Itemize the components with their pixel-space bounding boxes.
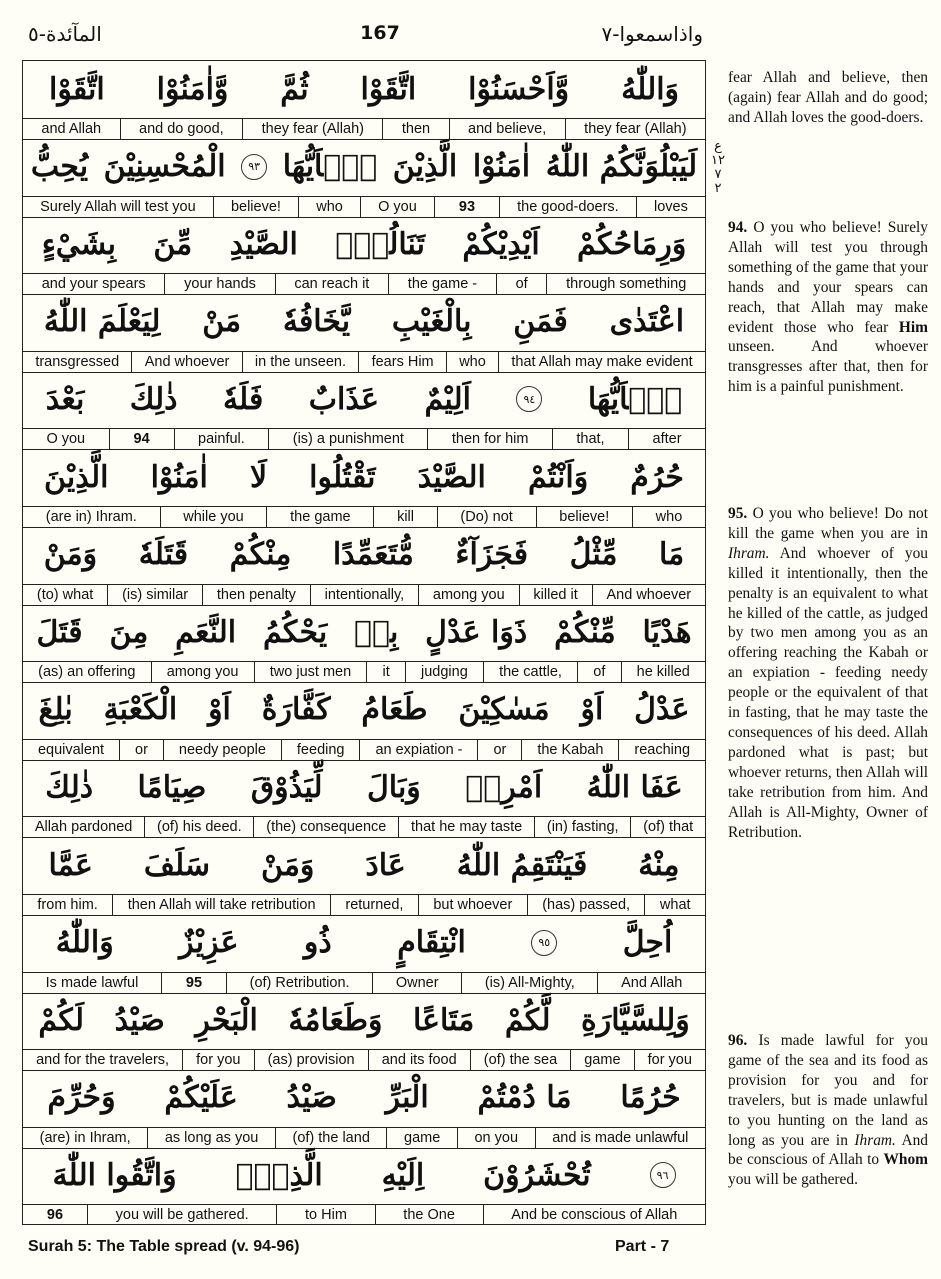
arabic-word: ذُو [303,925,332,961]
arabic-word: تَنَالُهٗۤ [335,226,425,262]
gloss-cell: O you [46,431,86,448]
verse-number-cell: 94 [109,429,174,449]
arabic-line [23,294,705,350]
gloss-cell: among you [418,585,519,605]
gloss-cell: and your spears [41,276,146,293]
gloss-cell: to Him [276,1205,374,1225]
arabic-word: اتَّقَوْا [49,71,105,107]
gloss-cell: can reach it [275,274,388,294]
arabic-word: مِنَ [109,614,149,650]
arabic-word: يَحْكُمُ [262,614,328,650]
arabic-line [23,759,705,815]
gloss-cell: they fear (Allah) [242,119,382,139]
gloss-cell: (are) in Ihram, [39,1129,131,1146]
arabic-word: الصَّيْدَ [417,459,486,495]
gloss-cell: for you [634,1050,705,1070]
gloss-cell: that Allah may make evident [498,352,705,372]
translation-text: fear Allah and believe, then (again) fear Allah and do good; and Allah loves the good-doers. [728,69,928,126]
arabic-word: الْبَحْرِ [195,1002,258,1038]
gloss-cell: the game - [388,274,496,294]
translation-text: unseen. And whoever transgresses after that, then for him is a painful punishment. [728,338,928,396]
arabic-word: اعْتَدٰى [609,304,685,340]
gloss-cell: from him. [37,897,98,913]
verse-number: 96. [728,1032,748,1049]
gloss-cell: Is made lawful [45,974,139,991]
verse-row [23,604,705,682]
arabic-word: كَفَّارَةٌ [261,692,331,728]
gloss-cell: they fear (Allah) [565,119,705,139]
arabic-word: عَادَ [365,847,406,883]
translation-text: you will be gathered. [728,1171,858,1189]
arabic-word: اَوْ [208,692,231,728]
english-gloss-line [23,661,705,683]
arabic-line [23,371,705,427]
arabic-word: بِشَيْءٍ [41,226,116,262]
arabic-word: اَمْرِهٖ [465,769,543,805]
arabic-word: لَكُمْ [38,1002,85,1038]
gloss-cell: painful. [174,429,269,449]
arabic-line [23,216,705,272]
gloss-cell: or [477,740,521,760]
header-juz-name: واذاسمعوا-٧ [601,22,703,46]
gloss-cell: (of) that [630,817,705,837]
page-number: 167 [360,22,400,44]
arabic-word: قَتَلَهٗ [138,537,189,573]
gloss-cell: feeding [281,740,360,760]
arabic-word: الَّذِيْۤ [235,1157,323,1193]
arabic-word: هَدْيًا [642,614,692,650]
gloss-cell: of [496,274,547,294]
gloss-cell: and its food [368,1050,470,1070]
gloss-cell: the One [375,1205,483,1225]
english-gloss-line [23,1204,705,1225]
translation-paragraph-93 [728,68,928,128]
arabic-line [23,604,705,660]
gloss-cell: loves [636,197,705,217]
gloss-cell: through something [546,274,705,294]
footer-surah-reference: Surah 5: The Table spread (v. 94-96) [28,1238,300,1255]
arabic-word: الْمُحْسِنِيْنَ [103,149,226,185]
arabic-word: لَيَبْلُوَنَّكُمُ اللّٰهُ [545,149,698,185]
gloss-cell: after [628,429,705,449]
arabic-word: وَمَنْ [43,537,98,573]
translation-paragraph-96 [728,1031,928,1190]
gloss-cell: (is) All-Mighty, [461,973,597,993]
arabic-word: قَتَلَ [36,614,83,650]
arabic-word: وَمَنْ [261,847,315,883]
arabic-word: ثُمَّ [280,71,309,107]
arabic-word: فَمَنِ [513,304,568,340]
gloss-cell: (as) provision [254,1050,368,1070]
gloss-cell: believe! [213,197,298,217]
arabic-word: وَحُرِّمَ [47,1080,116,1116]
gloss-cell: while you [160,507,267,527]
gloss-cell: And be conscious of Allah [483,1205,705,1225]
verse-number: 94. [728,219,748,236]
gloss-cell: (is) a punishment [268,429,427,449]
arabic-word: يٰۤاَيُّهَا [282,149,378,185]
translation-emphasis: Him [898,318,928,336]
verse-row [23,294,705,372]
gloss-cell: among you [151,662,254,682]
translation-text: O you who believe! Surely Allah will test you through something of the game that your hands and your spears can reach, that Allah may make evident those who fear [728,219,928,336]
translation-text: And be conscious of Allah to [728,1131,929,1169]
gloss-cell: Surely Allah will test you [40,198,196,215]
english-gloss-line [23,584,705,606]
arabic-word: مَا دُمْتُمْ [477,1080,572,1116]
arabic-word: وَبَالَ [367,769,421,805]
arabic-word: وَاتَّقُوا اللّٰهَ [52,1157,177,1193]
arabic-word: حُرُمًا [620,1080,681,1116]
ruku-marker: ع ١٢ ٧ ٢ [711,139,725,196]
gloss-cell: and do good, [120,119,243,139]
verse-row [23,837,705,915]
translation-text: O you who believe! Do not kill the game when you are in [728,505,928,542]
arabic-word: وَاَنْتُمْ [527,459,589,495]
gloss-cell: game [570,1050,633,1070]
gloss-cell: and Allah [41,121,102,137]
gloss-cell: then [382,119,448,139]
arabic-word: صَيْدُ [286,1080,337,1116]
verse-row [23,1147,705,1225]
arabic-word: مُّتَعَمِّدًا [332,537,414,573]
arabic-line [23,449,705,505]
verse-row [23,527,705,605]
footer-part-number: Part - 7 [615,1238,670,1255]
arabic-word: عَفَا اللّٰهُ [586,769,683,805]
english-gloss-line [23,816,705,838]
verse-number-cell: 95 [161,973,226,993]
arabic-word: فَلَهٗ [222,381,264,417]
arabic-word: اَلِيْمٌ [424,381,471,417]
arabic-word: يَّخَافُهٗ [282,304,351,340]
gloss-cell: an expiation - [359,740,477,760]
translation-paragraph-95 [728,504,928,842]
gloss-cell: two just men [254,662,367,682]
english-gloss-line [23,1049,705,1071]
english-gloss-line [23,1127,705,1149]
arabic-word: يُحِبُّ [30,149,89,185]
gloss-cell: who [446,352,498,372]
gloss-cell: fears Him [358,352,446,372]
gloss-cell: you will be gathered. [87,1205,276,1225]
gloss-cell: it [366,662,405,682]
arabic-word: الْبَرِّ [385,1080,429,1116]
gloss-cell: for you [182,1050,253,1070]
verse-row [23,915,705,993]
gloss-cell: what [644,895,705,915]
gloss-cell: in the unseen. [242,352,359,372]
arabic-line [23,837,705,893]
arabic-word: وَرِمَاحُكُمْ [577,226,687,262]
english-gloss-line [23,894,705,916]
arabic-line [23,1147,705,1203]
arabic-word: سَلَفَ [143,847,211,883]
english-gloss-line [23,506,705,528]
arabic-word: النَّعَمِ [175,614,237,650]
verse-number-cell: 93 [434,197,499,217]
verse-row [23,759,705,837]
arabic-word: يٰۤاَيُّهَا [587,381,683,417]
gloss-cell: that, [552,429,628,449]
arabic-word: اَيْدِيْكُمْ [462,226,540,262]
translation-emphasis: Whom [883,1151,928,1169]
arabic-word: مِّنَ [153,226,193,262]
arabic-word: اَوْ [580,692,604,728]
arabic-word: اِلَيْهِ [381,1157,425,1193]
verse-row [23,216,705,294]
gloss-cell: And whoever [131,352,241,372]
translation-italic: Ihram. [728,544,770,562]
ayah-end-marker: ٩٣ [241,154,267,180]
arabic-word: عَزِيْزٌ [179,925,239,961]
arabic-word: وَاللّٰهُ [55,925,114,961]
arabic-line [23,1070,705,1126]
arabic-word: بِالْغَيْبِ [391,304,472,340]
verse-number: 95. [728,505,748,522]
ayah-end-marker: ٩٦ [650,1162,676,1188]
gloss-cell: then penalty [202,585,310,605]
arabic-word: وَطَعَامُهٗ [288,1002,383,1038]
gloss-cell: that he may taste [398,817,534,837]
gloss-cell: then for him [427,429,552,449]
gloss-cell: game [386,1128,456,1148]
english-gloss-line [23,273,705,295]
arabic-word: ذٰلِكَ [129,381,178,417]
arabic-word: الصَّيْدِ [229,226,298,262]
arabic-word: مِنْهُ [638,847,680,883]
gloss-cell: the Kabah [521,740,618,760]
english-gloss-line [23,428,705,450]
arabic-line [23,992,705,1048]
arabic-word: حُرُمٌ [630,459,684,495]
arabic-word: لَا [249,459,268,495]
gloss-cell: judging [405,662,483,682]
gloss-cell: who [632,507,705,527]
english-gloss-line [23,351,705,373]
verse-row [23,992,705,1070]
english-gloss-line [23,196,705,218]
gloss-cell: but whoever [418,895,527,915]
arabic-word: لِّيَذُوْقَ [250,769,323,805]
gloss-cell: returned, [330,895,418,915]
gloss-cell: and is made unlawful [535,1128,705,1148]
arabic-word: بَعْدَ [45,381,85,417]
verse-row [23,1070,705,1148]
arabic-word: وَاللّٰهُ [621,71,680,107]
gloss-cell: (the) consequence [253,817,398,837]
gloss-cell: And Allah [597,973,705,993]
gloss-cell: and believe, [449,119,565,139]
gloss-cell: reaching [618,740,705,760]
arabic-word: لَّكُمْ [504,1002,551,1038]
header-surah-name: المآئدة-٥ [28,22,102,46]
arabic-word: عَدْلُ [634,692,690,728]
arabic-word: ذَوَا عَدْلٍ [425,614,528,650]
arabic-word: مَا [659,537,685,573]
verse-row [23,449,705,527]
arabic-word: ذٰلِكَ [45,769,94,805]
arabic-word: بٰلِغَ [38,692,73,728]
gloss-cell: (Do) not [437,507,536,527]
gloss-cell: (are in) Ihram. [45,509,137,525]
translation-paragraph-94 [728,218,928,397]
gloss-cell: the game [266,507,373,527]
gloss-cell: (as) an offering [38,664,136,681]
arabic-word: وَّاَحْسَنُوْا [468,71,570,107]
arabic-word: وَّاٰمَنُوْا [156,71,229,107]
gloss-cell: (of) his deed. [144,817,253,837]
gloss-cell: and for the travelers, [36,1052,170,1069]
arabic-line [23,915,705,971]
arabic-word: تُحْشَرُوْنَ [483,1157,591,1193]
gloss-cell: And whoever [592,585,705,605]
arabic-word: مِّنْكُمْ [554,614,616,650]
english-gloss-line [23,118,705,140]
translation-text: Is made lawful for you game of the sea and its food as provision for you and for travelers, but is made unlawful to you hunting on the land as long as you are in [728,1032,928,1149]
verse-row [23,682,705,760]
arabic-word: مِّثْلُ [569,537,618,573]
gloss-cell: (of) the land [275,1128,387,1148]
arabic-line [23,139,705,195]
translation-italic: Ihram. [854,1131,896,1149]
gloss-cell: (is) similar [107,585,202,605]
gloss-cell: your hands [164,274,274,294]
translation-text: And whoever of you killed it intentionally, then the penalty is an equivalent to what he killed of the cattle, as judged by two men among you as an offering reaching the Kabah or an expiation - feeding needy people or the equivalent of that in fasting, that he may taste the consequences of his deed. Allah pardoned what is past; but whoever returns, then Allah will take retribution from him. And Allah is All-Mighty, Owner of Retribution. [728,544,929,841]
arabic-word: مَتَاعًا [412,1002,475,1038]
arabic-word: بِهٖ [354,614,399,650]
verse-row [23,61,705,139]
arabic-line [23,61,705,117]
arabic-word: فَيَنْتَقِمُ اللّٰهُ [456,847,588,883]
arabic-word: الَّذِيْنَ [392,149,458,185]
arabic-word: فَجَزَآءٌ [455,537,529,573]
gloss-cell: or [119,740,163,760]
gloss-cell: O you [360,197,434,217]
gloss-cell: Allah pardoned [34,819,133,836]
gloss-cell: on you [457,1128,535,1148]
arabic-word: وَلِلسَّيَّارَةِ [581,1002,690,1038]
arabic-word: الْكَعْبَةِ [103,692,178,728]
ayah-end-marker: ٩٤ [516,386,542,412]
arabic-word: مَنْ [202,304,242,340]
gloss-cell: Owner [372,973,461,993]
gloss-cell: then Allah will take retribution [112,895,330,915]
gloss-cell: (of) Retribution. [226,973,372,993]
arabic-word: طَعَامُ [361,692,428,728]
arabic-word: عَذَابٌ [308,381,379,417]
arabic-word: اُحِلَّ [622,925,673,961]
arabic-word: صِيَامًا [137,769,207,805]
arabic-word: اٰمَنُوْا [150,459,208,495]
arabic-word: مِنْكُمْ [229,537,292,573]
gloss-cell: of [577,662,620,682]
gloss-cell: the cattle, [483,662,577,682]
gloss-cell: killed it [519,585,592,605]
word-by-word-grid [22,60,706,1225]
arabic-word: انْتِقَامٍ [397,925,466,961]
verse-row [23,139,705,217]
gloss-cell: who [298,197,360,217]
english-gloss-line [23,972,705,994]
english-gloss-line [23,739,705,761]
arabic-line [23,527,705,583]
gloss-cell: (in) fasting, [534,817,630,837]
arabic-word: تَقْتُلُوا [309,459,376,495]
arabic-word: عَمَّا [48,847,93,883]
gloss-cell: transgressed [35,353,120,370]
gloss-cell: he killed [621,662,706,682]
arabic-word: عَلَيْكُمْ [164,1080,238,1116]
arabic-word: اتَّقَوْا [360,71,417,107]
gloss-cell: (to) what [36,586,94,603]
gloss-cell: equivalent [37,741,105,758]
ayah-end-marker: ٩٥ [531,930,557,956]
gloss-cell: kill [373,507,436,527]
gloss-cell: needy people [163,740,281,760]
arabic-word: الَّذِيْنَ [44,459,109,495]
arabic-word: مَسٰكِيْنَ [458,692,550,728]
arabic-word: اٰمَنُوْا [472,149,531,185]
gloss-cell: intentionally, [310,585,418,605]
verse-number-cell: 96 [46,1207,64,1224]
gloss-cell: (has) passed, [527,895,645,915]
gloss-cell: (of) the sea [470,1050,570,1070]
gloss-cell: the good-doers. [499,197,636,217]
gloss-cell: as long as you [147,1128,275,1148]
verse-row [23,371,705,449]
arabic-word: لِيَعْلَمَ اللّٰهُ [43,304,161,340]
gloss-cell: believe! [536,507,632,527]
arabic-word: صَيْدُ [114,1002,165,1038]
arabic-line [23,682,705,738]
